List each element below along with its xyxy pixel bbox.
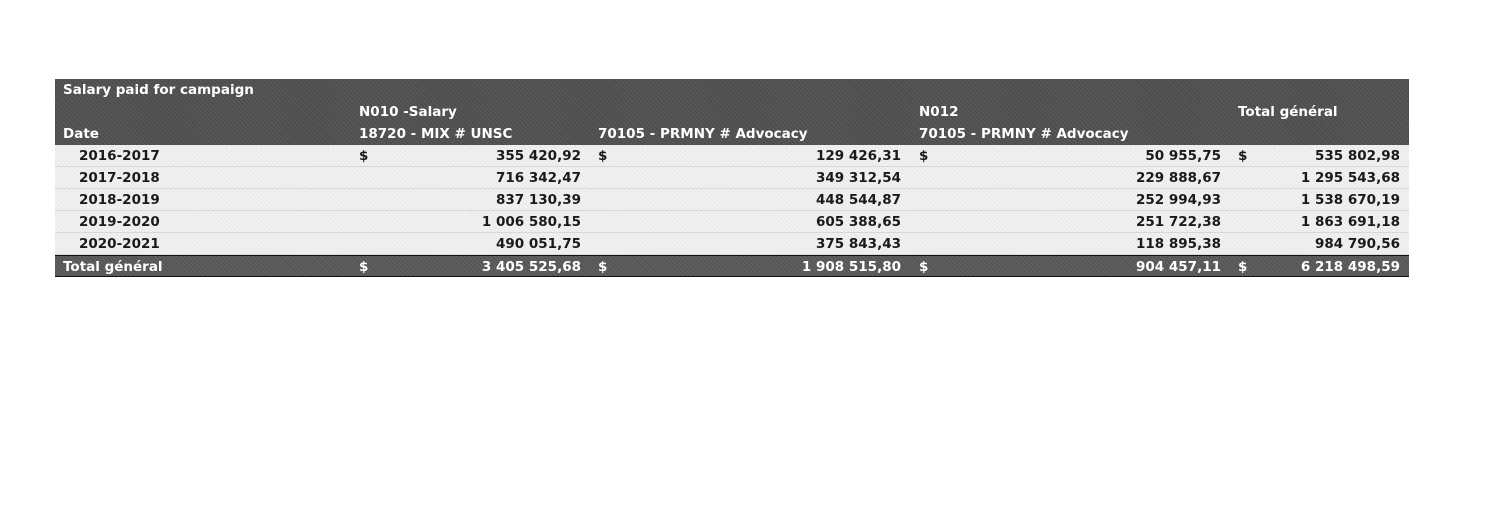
cell-col3: 229 888,67 (1136, 170, 1221, 186)
column-header-col3: 70105 - PRMNY # Advocacy (919, 126, 1129, 142)
row-date: 2020-2021 (79, 236, 160, 252)
cell-total: 1 538 670,19 (1300, 192, 1400, 208)
cell-col2: 375 843,43 (816, 236, 901, 252)
cell-col2: 448 544,87 (816, 192, 901, 208)
table-row (55, 145, 1409, 167)
table-row (55, 233, 1409, 255)
column-header-col2: 70105 - PRMNY # Advocacy (598, 126, 808, 142)
group-header-n012: N012 (919, 104, 959, 120)
table-row (55, 211, 1409, 233)
table-row (55, 189, 1409, 211)
group-header-total: Total général (1238, 104, 1338, 120)
group-header-row (55, 101, 1409, 123)
row-date: 2019-2020 (79, 214, 160, 230)
cell-col1: 1 006 580,15 (481, 214, 581, 230)
cell-col1: 837 130,39 (496, 192, 581, 208)
cell-col2: 129 426,31 (816, 148, 901, 164)
pivot-table (55, 79, 1409, 277)
table-row (55, 167, 1409, 189)
grand-total-col1: 3 405 525,68 (481, 259, 581, 275)
group-header-n010: N010 -Salary (359, 104, 457, 120)
cell-col3: 118 895,38 (1136, 236, 1221, 252)
grand-total-col2: 1 908 515,80 (801, 259, 901, 275)
cell-total: 984 790,56 (1315, 236, 1400, 252)
cell-col3: 251 722,38 (1136, 214, 1221, 230)
cell-col1: 355 420,92 (496, 148, 581, 164)
cell-col2: 349 312,54 (816, 170, 901, 186)
currency-symbol: $ (598, 259, 608, 275)
cell-col1: 716 342,47 (496, 170, 581, 186)
grand-total-row (55, 255, 1409, 277)
table-title: Salary paid for campaign (63, 82, 254, 98)
currency-symbol: $ (359, 259, 369, 275)
title-row (55, 79, 1409, 101)
cell-total: 1 863 691,18 (1300, 214, 1400, 230)
currency-symbol: $ (919, 148, 929, 164)
cell-total: 535 802,98 (1315, 148, 1400, 164)
grand-total-label: Total général (63, 259, 163, 275)
currency-symbol: $ (359, 148, 369, 164)
cell-col2: 605 388,65 (816, 214, 901, 230)
row-date: 2016-2017 (79, 148, 160, 164)
currency-symbol: $ (1238, 148, 1248, 164)
cell-col3: 50 955,75 (1145, 148, 1221, 164)
row-date: 2017-2018 (79, 170, 160, 186)
currency-symbol: $ (1238, 259, 1248, 275)
grand-total-overall: 6 218 498,59 (1300, 259, 1400, 275)
column-header-date: Date (63, 126, 99, 142)
column-header-col1: 18720 - MIX # UNSC (359, 126, 513, 142)
cell-total: 1 295 543,68 (1300, 170, 1400, 186)
row-date: 2018-2019 (79, 192, 160, 208)
cell-col3: 252 994,93 (1136, 192, 1221, 208)
column-header-row (55, 123, 1409, 145)
currency-symbol: $ (598, 148, 608, 164)
grand-total-col3: 904 457,11 (1136, 259, 1221, 275)
currency-symbol: $ (919, 259, 929, 275)
cell-col1: 490 051,75 (496, 236, 581, 252)
